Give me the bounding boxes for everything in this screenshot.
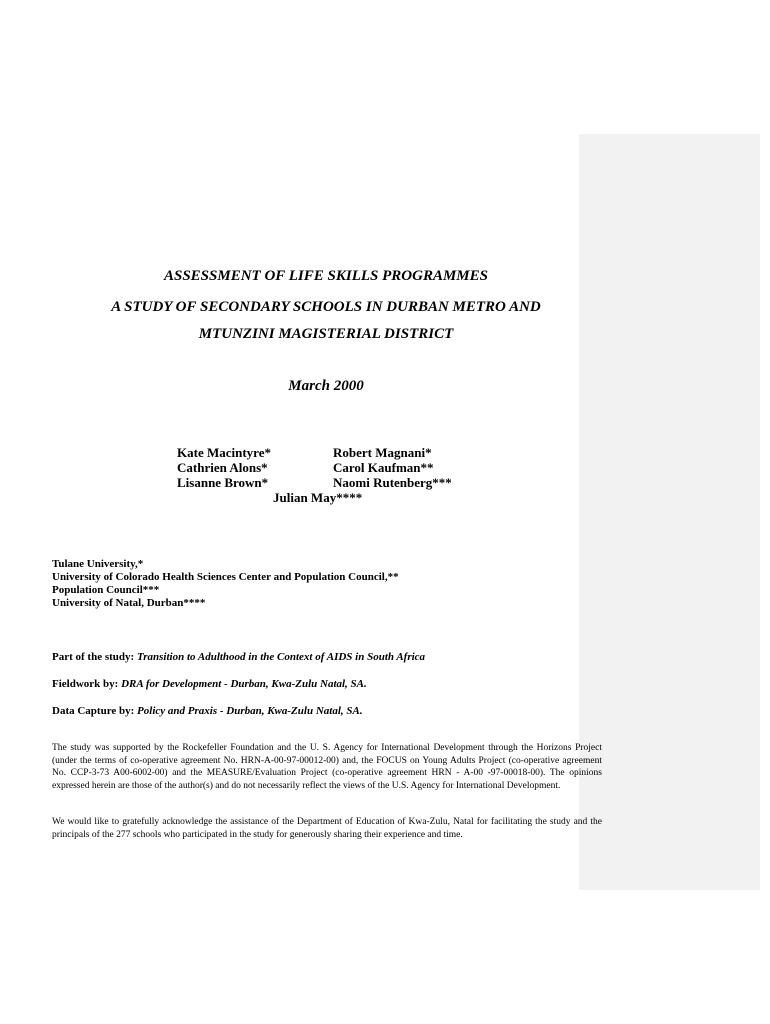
authors-block	[177, 445, 452, 505]
affiliation: University of Colorado Health Sciences Center and Population Council,**	[52, 571, 399, 583]
affiliation: Tulane University,*	[52, 558, 144, 570]
affiliations	[52, 558, 399, 610]
comment-pane	[579, 134, 760, 890]
author: Julian May****	[273, 490, 363, 505]
title-line-2: A STUDY OF SECONDARY SCHOOLS IN DURBAN METRO AND	[111, 299, 541, 315]
affiliation: University of Natal, Durban****	[52, 597, 206, 609]
author: Lisanne Brown*	[177, 475, 269, 490]
support-paragraph: The study was supported by the Rockefeller Foundation and the U. S. Agency for International Development through the Horizons Project (under the terms of co-operative agreement No. HRN-A-00-97-00012-00) and, the FOCUS on Young Adults Project (co-operative agreement No. CCP-3-73 A00-6002-00) and the MEASURE/Evaluation Project (co-operative agreement HRN - A-00 -97-00018-00). The opinions expressed herein are those of the author(s) and do not necessarily reflect the views of the U.S. Agency for International Development.	[52, 743, 602, 791]
author: Robert Magnani*	[333, 445, 432, 460]
author: Cathrien Alons*	[177, 460, 268, 475]
data-capture-credit: Data Capture by: Policy and Praxis - Durban, Kwa-Zulu Natal, SA.	[52, 705, 363, 717]
title-line-1: ASSESSMENT OF LIFE SKILLS PROGRAMMES	[163, 268, 488, 284]
affiliation: Population Council***	[52, 584, 160, 596]
author: Kate Macintyre*	[177, 445, 271, 460]
fieldwork-credit: Fieldwork by: DRA for Development - Durban, Kwa-Zulu Natal, SA.	[52, 678, 367, 690]
document-date: March 2000	[288, 378, 364, 394]
author: Naomi Rutenberg***	[333, 475, 452, 490]
study-credit: Part of the study: Transition to Adulthood in the Context of AIDS in South Africa	[52, 651, 426, 663]
title-line-3: MTUNZINI MAGISTERIAL DISTRICT	[198, 326, 454, 342]
acknowledgement-paragraph: We would like to gratefully acknowledge the assistance of the Department of Education of Kwa-Zulu, Natal for facilitating the study and the principals of the 277 schools who participated in the study for generously sharing their experience and time.	[52, 817, 602, 840]
author: Carol Kaufman**	[333, 460, 434, 475]
